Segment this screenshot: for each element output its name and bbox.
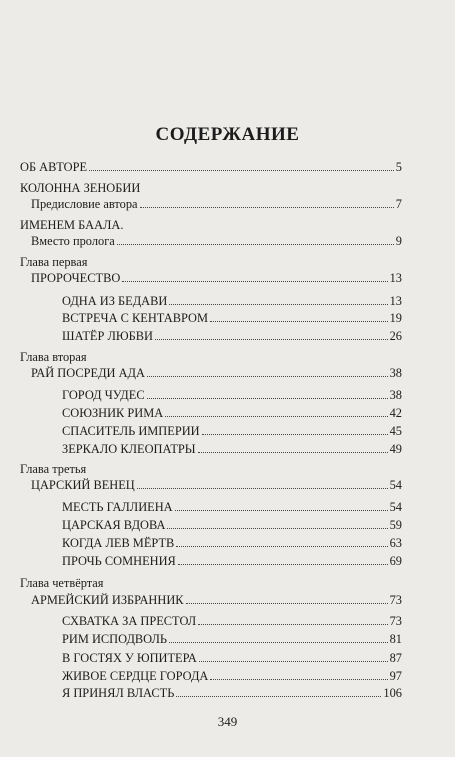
toc-leader-dots xyxy=(176,537,387,547)
toc-entry-label: МЕСТЬ ГАЛЛИЕНА xyxy=(62,500,173,514)
toc-entry xyxy=(62,329,402,343)
toc-leader-dots xyxy=(175,501,388,511)
toc-entry-page: 13 xyxy=(389,271,402,285)
toc-leader-dots xyxy=(167,519,387,529)
toc-leader-dots xyxy=(186,594,388,604)
toc-entry xyxy=(62,651,402,665)
toc-entry-page: 38 xyxy=(389,388,402,402)
toc-entry xyxy=(62,500,402,514)
toc-leader-dots xyxy=(178,555,388,565)
toc-entry xyxy=(62,424,402,438)
toc-entry xyxy=(62,406,402,420)
toc-entry-page: 54 xyxy=(389,500,402,514)
toc-entry xyxy=(31,366,402,380)
toc-entry-page: 7 xyxy=(395,197,402,211)
toc-leader-dots xyxy=(122,272,387,282)
toc-entry-page: 63 xyxy=(389,536,402,550)
toc-entry xyxy=(62,294,402,308)
toc-leader-dots xyxy=(198,615,387,625)
toc-entry-label: ПРОЧЬ СОМНЕНИЯ xyxy=(62,554,176,568)
toc-entry-page: 19 xyxy=(389,311,402,325)
toc-leader-dots xyxy=(155,330,388,340)
toc-entry-label: СОЮЗНИК РИМА xyxy=(62,406,164,420)
toc-entry-page: 81 xyxy=(389,632,402,646)
toc-entry-page: 42 xyxy=(389,406,402,420)
toc-entry-label: ЖИВОЕ СЕРДЦЕ ГОРОДА xyxy=(62,669,209,683)
toc-entry-label: ПРОРОЧЕСТВО xyxy=(31,271,121,285)
toc-entry xyxy=(62,614,402,628)
toc-part-title: КОЛОННА ЗЕНОБИИ xyxy=(20,181,141,195)
toc-entry-label: КОГДА ЛЕВ МЁРТВ xyxy=(62,536,175,550)
toc-entry-page: 38 xyxy=(389,366,402,380)
toc-entry-label: Я ПРИНЯЛ ВЛАСТЬ xyxy=(62,686,175,700)
toc-entry-label: ВСТРЕЧА С КЕНТАВРОМ xyxy=(62,311,208,325)
toc-entry-page: 13 xyxy=(389,294,402,308)
toc-entry-label: В ГОСТЯХ У ЮПИТЕРА xyxy=(62,651,197,665)
toc-entry-page: 5 xyxy=(395,160,402,174)
toc-leader-dots xyxy=(165,407,387,417)
toc-entry-label: Вместо пролога xyxy=(31,234,115,248)
toc-entry-label: ЦАРСКИЙ ВЕНЕЦ xyxy=(31,478,135,492)
toc-leader-dots xyxy=(210,312,388,322)
toc-leader-dots xyxy=(176,687,381,697)
toc-entry-page: 45 xyxy=(389,424,402,438)
toc-entry xyxy=(62,632,402,646)
chapter-heading: Глава третья xyxy=(20,462,87,476)
toc-entry-label: ОДНА ИЗ БЕДАВИ xyxy=(62,294,168,308)
toc-entry xyxy=(31,271,402,285)
toc-leader-dots xyxy=(199,652,388,662)
toc-entry-page: 54 xyxy=(389,478,402,492)
toc-entry-label: АРМЕЙСКИЙ ИЗБРАННИК xyxy=(31,593,184,607)
chapter-heading: Глава четвёртая xyxy=(20,576,104,590)
toc-entry-label: ЦАРСКАЯ ВДОВА xyxy=(62,518,166,532)
toc-entry xyxy=(62,686,402,700)
toc-entry xyxy=(31,478,402,492)
toc-leader-dots xyxy=(147,367,388,377)
toc-leader-dots xyxy=(89,161,394,171)
toc-entry-page: 73 xyxy=(389,593,402,607)
toc-entry-label: РИМ ИСПОДВОЛЬ xyxy=(62,632,168,646)
toc-entry-label: ШАТЁР ЛЮБВИ xyxy=(62,329,153,343)
toc-entry xyxy=(31,234,402,248)
toc-entry-page: 59 xyxy=(389,518,402,532)
toc-entry-page: 97 xyxy=(389,669,402,683)
toc-leader-dots xyxy=(202,425,388,435)
toc-entry xyxy=(62,311,402,325)
toc-entry-label: ГОРОД ЧУДЕС xyxy=(62,388,145,402)
toc-entry-page: 49 xyxy=(389,442,402,456)
toc-entry xyxy=(31,197,402,211)
toc-entry xyxy=(31,593,402,607)
toc-entry-label: ЗЕРКАЛО КЛЕОПАТРЫ xyxy=(62,442,196,456)
chapter-heading: Глава вторая xyxy=(20,350,87,364)
toc-entry-page: 26 xyxy=(389,329,402,343)
chapter-heading: Глава первая xyxy=(20,255,88,269)
toc-entry-page: 69 xyxy=(389,554,402,568)
toc-entry-page: 106 xyxy=(383,686,402,700)
toc-entry xyxy=(62,518,402,532)
page-title: СОДЕРЖАНИЕ xyxy=(155,124,300,145)
toc-entry-label: РАЙ ПОСРЕДИ АДА xyxy=(31,366,145,380)
toc-entry xyxy=(62,669,402,683)
toc-entry-label: СХВАТКА ЗА ПРЕСТОЛ xyxy=(62,614,197,628)
toc-entry-label: СПАСИТЕЛЬ ИМПЕРИИ xyxy=(62,424,200,438)
toc-entry-page: 9 xyxy=(395,234,402,248)
toc-leader-dots xyxy=(137,479,388,489)
toc-entry xyxy=(62,554,402,568)
toc-entry-page: 87 xyxy=(389,651,402,665)
toc-leader-dots xyxy=(140,198,394,208)
toc-part-title: ИМЕНЕМ БААЛА. xyxy=(20,218,124,232)
page-number: 349 xyxy=(217,714,238,729)
toc-entry xyxy=(62,536,402,550)
toc-leader-dots xyxy=(147,389,388,399)
toc-leader-dots xyxy=(117,235,394,245)
toc-entry xyxy=(62,388,402,402)
toc-leader-dots xyxy=(198,443,388,453)
toc-leader-dots xyxy=(169,633,388,643)
toc-entry-label: Предисловие автора xyxy=(31,197,138,211)
toc-leader-dots xyxy=(210,670,387,680)
toc-entry-page: 73 xyxy=(389,614,402,628)
toc-leader-dots xyxy=(169,295,387,305)
toc-entry xyxy=(62,442,402,456)
toc-entry-label: ОБ АВТОРЕ xyxy=(20,160,88,174)
toc-entry xyxy=(20,160,402,174)
